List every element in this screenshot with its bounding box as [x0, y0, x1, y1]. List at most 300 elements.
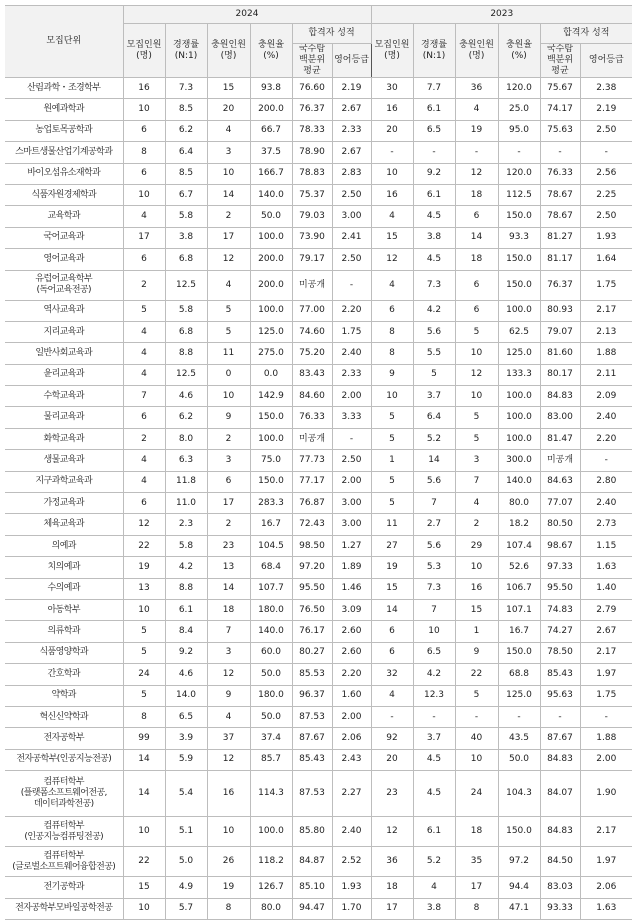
year-2023-header: 2023 — [371, 6, 632, 24]
english-cell-2023: 2.25 — [580, 184, 632, 205]
suneung-cell-2024: 78.90 — [292, 142, 332, 163]
ratio-cell-2023: 5.6 — [413, 535, 455, 556]
ratio-cell-2024: 8.8 — [165, 578, 207, 599]
table-row — [5, 514, 632, 535]
table-row — [5, 386, 632, 407]
recruit-cell-2023: 92 — [371, 728, 413, 749]
recruit-cell-2023: 8 — [371, 343, 413, 364]
unit-name-line: (인공지능컴퓨팅전공) — [24, 831, 104, 842]
fill-rate-cell-2023: 47.1 — [498, 898, 540, 919]
unit-cell — [5, 386, 123, 407]
filled-cell-2024: 10 — [207, 386, 250, 407]
filled-cell-2024: 10 — [207, 163, 250, 184]
suneung-cell-2023: 95.50 — [540, 578, 580, 599]
suneung-cell-2023: 85.43 — [540, 664, 580, 685]
unit-cell — [5, 450, 123, 471]
unit-cell — [5, 898, 123, 919]
suneung-cell-2024: 96.37 — [292, 685, 332, 706]
english-cell-2024: 2.40 — [332, 343, 371, 364]
unit-name-line: 컴퓨터학부 — [43, 777, 84, 788]
fill-rate-cell-2024: 100.0 — [250, 817, 292, 847]
recruit-cell-2024: 5 — [123, 642, 165, 663]
fill-rate-cell-2023: 100.0 — [498, 300, 540, 321]
table-row — [5, 184, 632, 205]
fill-rate-cell-2023: 140.0 — [498, 471, 540, 492]
unit-name-line: 식품영양학과 — [39, 647, 89, 658]
unit-name-line: 농업토목공학과 — [35, 125, 93, 136]
fill-rate-cell-2024: 180.0 — [250, 685, 292, 706]
english-cell-2023: 2.00 — [580, 749, 632, 770]
filled-cell-2024: 7 — [207, 621, 250, 642]
unit-name-line: 영어교육과 — [43, 253, 84, 264]
ratio-cell-2023: 3.7 — [413, 728, 455, 749]
fill-rate-cell-2024: 60.0 — [250, 642, 292, 663]
unit-name-line: 지리교육과 — [43, 326, 84, 337]
english-cell-2024: 1.70 — [332, 898, 371, 919]
fill-rate-cell-2023: 133.3 — [498, 364, 540, 385]
filled-cell-2024: 0 — [207, 364, 250, 385]
recruit-cell-2023: 5 — [371, 407, 413, 428]
filled-cell-2024: 23 — [207, 535, 250, 556]
table-row — [5, 78, 632, 99]
ratio-cell-2024: 8.4 — [165, 621, 207, 642]
ratio-cell-2023: 6.1 — [413, 817, 455, 847]
recruit-cell-2023: 5 — [371, 471, 413, 492]
fill-rate-cell-2024: 283.3 — [250, 493, 292, 514]
table-row — [5, 343, 632, 364]
unit-name-line: 국어교육과 — [43, 232, 84, 243]
fill-rate-cell-2023: 106.7 — [498, 578, 540, 599]
suneung-cell-2023: 75.67 — [540, 78, 580, 99]
unit-name-line: 컴퓨터학부 — [43, 850, 84, 861]
year-2024-header: 2024 — [123, 6, 371, 24]
unit-cell — [5, 685, 123, 706]
filled-cell-2024: 37 — [207, 728, 250, 749]
suneung-cell-2023: 74.83 — [540, 599, 580, 620]
unit-name-line: 일반사회교육과 — [35, 347, 93, 358]
suneung-cell-2024: 95.50 — [292, 578, 332, 599]
suneung-cell-2023: 83.00 — [540, 407, 580, 428]
filled-cell-2023: 10 — [455, 749, 498, 770]
english-cell-2024: 2.67 — [332, 99, 371, 120]
unit-cell — [5, 557, 123, 578]
fill-rate-cell-2024: 66.7 — [250, 120, 292, 141]
unit-cell — [5, 120, 123, 141]
recruit-cell-2023: 6 — [371, 621, 413, 642]
ratio-cell-2023: 7.7 — [413, 78, 455, 99]
unit-name-line: 스마트생물산업기계공학과 — [15, 146, 113, 157]
ratio-cell-2023: 5.3 — [413, 557, 455, 578]
table-row — [5, 227, 632, 248]
filled-cell-2024: 14 — [207, 578, 250, 599]
table-row — [5, 493, 632, 514]
unit-cell — [5, 642, 123, 663]
filled-cell-2023: 6 — [455, 206, 498, 227]
english-cell-2024: 1.93 — [332, 877, 371, 898]
fill-rate-cell-2024: 68.4 — [250, 557, 292, 578]
ratio-cell-2023: 12.3 — [413, 685, 455, 706]
recruit-cell-2023: 5 — [371, 493, 413, 514]
fill-rate-cell-2024: 85.7 — [250, 749, 292, 770]
recruit-cell-2023: 16 — [371, 99, 413, 120]
fill-rate-cell-2023: 18.2 — [498, 514, 540, 535]
recruit-cell-2023: 12 — [371, 817, 413, 847]
filled-cell-2023: 17 — [455, 877, 498, 898]
suneung-cell-2023: 95.63 — [540, 685, 580, 706]
filled-cell-2024: 5 — [207, 300, 250, 321]
ratio-cell-2024: 8.8 — [165, 343, 207, 364]
suneung-cell-2023: 84.50 — [540, 847, 580, 877]
suneung-cell-2023: 84.83 — [540, 817, 580, 847]
unit-cell — [5, 471, 123, 492]
fill-rate-cell-2023: 150.0 — [498, 270, 540, 300]
ratio-cell-2023: 7 — [413, 493, 455, 514]
fill-rate-cell-2024: 166.7 — [250, 163, 292, 184]
suneung-cell-2024: 85.10 — [292, 877, 332, 898]
suneung-cell-2023: 84.83 — [540, 386, 580, 407]
filled-cell-2024: 2 — [207, 206, 250, 227]
unit-cell — [5, 771, 123, 817]
ratio-cell-2023: 5.6 — [413, 471, 455, 492]
recruit-cell-2024: 10 — [123, 599, 165, 620]
unit-name-line: 바이오섬유소재학과 — [27, 168, 101, 179]
fill-rate-cell-2024: 100.0 — [250, 300, 292, 321]
recruit-cell-2024: 13 — [123, 578, 165, 599]
filled-cell-2023: 19 — [455, 120, 498, 141]
suneung-cell-2023: 78.67 — [540, 206, 580, 227]
filled-cell-2024: 12 — [207, 749, 250, 770]
recruit-cell-2023: 27 — [371, 535, 413, 556]
table-row — [5, 728, 632, 749]
table-row — [5, 877, 632, 898]
english-cell-2024: 2.06 — [332, 728, 371, 749]
unit-cell — [5, 343, 123, 364]
filled-cell-2023: 9 — [455, 642, 498, 663]
ratio-cell-2024: 11.8 — [165, 471, 207, 492]
english-cell-2023: 1.88 — [580, 728, 632, 749]
table-row — [5, 621, 632, 642]
ratio-cell-2023: 2.7 — [413, 514, 455, 535]
english-cell-2023: 1.97 — [580, 664, 632, 685]
ratio-cell-2024: 4.6 — [165, 386, 207, 407]
filled-cell-2024: 14 — [207, 184, 250, 205]
table-row — [5, 664, 632, 685]
fill-rate-cell-2023: 52.6 — [498, 557, 540, 578]
unit-cell — [5, 249, 123, 270]
english-cell-2024: 2.52 — [332, 847, 371, 877]
fill-rate-cell-2024: 100.0 — [250, 227, 292, 248]
filled-cell-2023: 35 — [455, 847, 498, 877]
unit-name-line: 식품자원경제학과 — [31, 189, 97, 200]
recruit-cell-2024: 4 — [123, 364, 165, 385]
ratio-cell-2024: 5.8 — [165, 535, 207, 556]
filled-cell-2023: - — [455, 142, 498, 163]
ratio-cell-2023: 4.5 — [413, 771, 455, 817]
table-row — [5, 771, 632, 817]
filled-cell-2023: 4 — [455, 493, 498, 514]
filled-cell-2023: 10 — [455, 343, 498, 364]
filled-cell-2024: 9 — [207, 407, 250, 428]
english-cell-2023: 2.06 — [580, 877, 632, 898]
suneung-cell-2024: 75.20 — [292, 343, 332, 364]
fill-rate-cell-2024: 200.0 — [250, 270, 292, 300]
suneung-cell-2024: 76.37 — [292, 99, 332, 120]
english-cell-2024: 2.19 — [332, 78, 371, 99]
recruit-cell-2023: 20 — [371, 749, 413, 770]
english-cell-2023: 2.56 — [580, 163, 632, 184]
ratio-cell-2024: 12.5 — [165, 364, 207, 385]
unit-cell — [5, 817, 123, 847]
fill-rate-cell-2023: 300.0 — [498, 450, 540, 471]
ratio-header-2023: 경쟁률 (N:1) — [413, 24, 455, 78]
ratio-cell-2024: 8.5 — [165, 99, 207, 120]
filled-header-2024: 충원인원 (명) — [207, 24, 250, 78]
recruit-cell-2023: 6 — [371, 642, 413, 663]
suneung-cell-2024: 84.60 — [292, 386, 332, 407]
filled-cell-2023: - — [455, 706, 498, 727]
filled-cell-2024: 5 — [207, 321, 250, 342]
ratio-cell-2023: 4.5 — [413, 749, 455, 770]
fill-rate-cell-2024: 125.0 — [250, 321, 292, 342]
suneung-cell-2024: 76.17 — [292, 621, 332, 642]
fill-rate-cell-2024: 37.4 — [250, 728, 292, 749]
recruit-cell-2024: 12 — [123, 514, 165, 535]
ratio-cell-2023: 9.2 — [413, 163, 455, 184]
filled-cell-2023: 12 — [455, 163, 498, 184]
suneung-cell-2024: 85.80 — [292, 817, 332, 847]
fill-rate-cell-2024: 180.0 — [250, 599, 292, 620]
unit-name-line: 전자공학부(인공지능전공) — [16, 754, 112, 765]
english-cell-2024: 2.50 — [332, 450, 371, 471]
filled-cell-2024: 18 — [207, 599, 250, 620]
suneung-cell-2024: 83.43 — [292, 364, 332, 385]
unit-name-line: 데이터과학전공) — [33, 799, 94, 810]
english-cell-2023: 1.75 — [580, 685, 632, 706]
suneung-cell-2023: 83.03 — [540, 877, 580, 898]
ratio-cell-2023: - — [413, 142, 455, 163]
table-row — [5, 535, 632, 556]
recruit-cell-2024: 6 — [123, 120, 165, 141]
fill-rate-cell-2023: 16.7 — [498, 621, 540, 642]
recruit-cell-2024: 14 — [123, 749, 165, 770]
recruit-cell-2023: 30 — [371, 78, 413, 99]
english-cell-2024: 1.89 — [332, 557, 371, 578]
english-cell-2023: 1.63 — [580, 898, 632, 919]
fill-rate-cell-2024: 0.0 — [250, 364, 292, 385]
unit-cell — [5, 706, 123, 727]
fill-rate-cell-2024: 37.5 — [250, 142, 292, 163]
recruit-cell-2023: 15 — [371, 578, 413, 599]
english-cell-2024: 2.60 — [332, 642, 371, 663]
unit-name-line: 의예과 — [51, 540, 76, 551]
recruit-cell-2024: 5 — [123, 685, 165, 706]
english-header-2024: 영어등급 — [332, 44, 371, 78]
english-cell-2023: 2.40 — [580, 407, 632, 428]
recruit-cell-2023: 11 — [371, 514, 413, 535]
suneung-cell-2023: 80.93 — [540, 300, 580, 321]
table-row — [5, 270, 632, 300]
filled-cell-2023: 16 — [455, 578, 498, 599]
unit-header: 모집단위 — [5, 6, 123, 78]
unit-cell — [5, 599, 123, 620]
fill-rate-header-2024: 충원율 (%) — [250, 24, 292, 78]
unit-cell — [5, 728, 123, 749]
ratio-cell-2024: 14.0 — [165, 685, 207, 706]
ratio-cell-2024: 5.1 — [165, 817, 207, 847]
english-header-2023: 영어등급 — [580, 44, 632, 78]
english-cell-2023: 1.75 — [580, 270, 632, 300]
english-cell-2023: 2.50 — [580, 120, 632, 141]
filled-cell-2023: 18 — [455, 184, 498, 205]
suneung-cell-2024: 79.03 — [292, 206, 332, 227]
english-cell-2024: 2.00 — [332, 471, 371, 492]
filled-cell-2024: 26 — [207, 847, 250, 877]
filled-cell-2023: 12 — [455, 364, 498, 385]
filled-cell-2023: 3 — [455, 450, 498, 471]
filled-cell-2024: 16 — [207, 771, 250, 817]
english-cell-2024: 2.20 — [332, 664, 371, 685]
table-row — [5, 599, 632, 620]
admission-results-table — [5, 5, 632, 920]
unit-name-line: 원예과학과 — [43, 104, 84, 115]
ratio-cell-2024: 8.5 — [165, 163, 207, 184]
unit-name-line: 전기공학과 — [43, 881, 84, 892]
recruit-cell-2023: 12 — [371, 249, 413, 270]
ratio-cell-2023: 10 — [413, 621, 455, 642]
filled-cell-2024: 13 — [207, 557, 250, 578]
english-cell-2023: 2.09 — [580, 386, 632, 407]
ratio-cell-2024: 4.2 — [165, 557, 207, 578]
recruit-cell-2023: - — [371, 706, 413, 727]
fill-rate-cell-2023: 150.0 — [498, 642, 540, 663]
fill-rate-cell-2024: 275.0 — [250, 343, 292, 364]
ratio-cell-2024: 11.0 — [165, 493, 207, 514]
english-cell-2024: 2.41 — [332, 227, 371, 248]
english-cell-2023: 2.20 — [580, 428, 632, 449]
english-cell-2023: 1.88 — [580, 343, 632, 364]
recruit-cell-2024: 14 — [123, 771, 165, 817]
suneung-cell-2023: 미공개 — [540, 450, 580, 471]
suneung-cell-2024: 73.90 — [292, 227, 332, 248]
recruit-cell-2024: 6 — [123, 493, 165, 514]
recruit-cell-2024: 7 — [123, 386, 165, 407]
unit-name-line: 간호학과 — [47, 668, 80, 679]
fill-rate-cell-2023: 120.0 — [498, 163, 540, 184]
suneung-cell-2024: 87.67 — [292, 728, 332, 749]
table-row — [5, 99, 632, 120]
recruit-cell-2024: 19 — [123, 557, 165, 578]
recruit-cell-2023: 17 — [371, 898, 413, 919]
unit-name-line: 역사교육과 — [43, 305, 84, 316]
fill-rate-cell-2024: 16.7 — [250, 514, 292, 535]
ratio-cell-2024: 6.8 — [165, 321, 207, 342]
fill-rate-cell-2024: 104.5 — [250, 535, 292, 556]
recruit-cell-2024: 10 — [123, 898, 165, 919]
unit-cell — [5, 227, 123, 248]
unit-name-line: 산림과학・조경학부 — [27, 82, 101, 93]
ratio-cell-2024: 8.0 — [165, 428, 207, 449]
filled-cell-2023: 2 — [455, 514, 498, 535]
ratio-cell-2024: 5.9 — [165, 749, 207, 770]
recruit-cell-2023: 8 — [371, 321, 413, 342]
fill-rate-cell-2023: 150.0 — [498, 206, 540, 227]
unit-name-line: (독어교육전공) — [36, 285, 91, 296]
suneung-cell-2023: 79.07 — [540, 321, 580, 342]
ratio-cell-2023: 6.4 — [413, 407, 455, 428]
suneung-cell-2023: 80.50 — [540, 514, 580, 535]
ratio-cell-2024: 4.6 — [165, 664, 207, 685]
ratio-cell-2023: - — [413, 706, 455, 727]
unit-cell — [5, 300, 123, 321]
recruit-cell-2024: 22 — [123, 535, 165, 556]
english-cell-2023: 2.80 — [580, 471, 632, 492]
english-cell-2023: 1.64 — [580, 249, 632, 270]
ratio-header-2024: 경쟁률 (N:1) — [165, 24, 207, 78]
fill-rate-cell-2023: 100.0 — [498, 428, 540, 449]
fill-rate-cell-2023: 104.3 — [498, 771, 540, 817]
suneung-cell-2023: 76.33 — [540, 163, 580, 184]
suneung-cell-2023: 76.37 — [540, 270, 580, 300]
english-cell-2024: 2.43 — [332, 749, 371, 770]
suneung-cell-2024: 97.20 — [292, 557, 332, 578]
filled-cell-2024: 8 — [207, 898, 250, 919]
filled-cell-2024: 6 — [207, 471, 250, 492]
filled-cell-2024: 3 — [207, 142, 250, 163]
table-row — [5, 817, 632, 847]
recruit-cell-2023: 14 — [371, 599, 413, 620]
filled-cell-2023: 18 — [455, 817, 498, 847]
admission-table-container — [5, 5, 632, 920]
suneung-cell-2024: 76.60 — [292, 78, 332, 99]
unit-cell — [5, 321, 123, 342]
suneung-cell-2023: 81.47 — [540, 428, 580, 449]
suneung-cell-2024: 77.17 — [292, 471, 332, 492]
unit-cell — [5, 535, 123, 556]
english-cell-2023: 2.19 — [580, 99, 632, 120]
english-cell-2024: 2.27 — [332, 771, 371, 817]
suneung-cell-2024: 미공개 — [292, 428, 332, 449]
recruit-cell-2023: 36 — [371, 847, 413, 877]
filled-cell-2023: 18 — [455, 249, 498, 270]
english-cell-2023: 2.73 — [580, 514, 632, 535]
filled-cell-2023: 22 — [455, 664, 498, 685]
suneung-cell-2024: 87.53 — [292, 771, 332, 817]
ratio-cell-2023: 4.5 — [413, 249, 455, 270]
grade-header-2023: 합격자 성적 — [540, 24, 632, 44]
filled-cell-2023: 10 — [455, 557, 498, 578]
english-cell-2024: 2.00 — [332, 386, 371, 407]
suneung-cell-2023: 80.17 — [540, 364, 580, 385]
unit-name-line: 수학교육과 — [43, 390, 84, 401]
fill-rate-cell-2023: 125.0 — [498, 343, 540, 364]
suneung-cell-2024: 76.33 — [292, 407, 332, 428]
fill-rate-cell-2023: 112.5 — [498, 184, 540, 205]
unit-name-line: 전자공학부모바일공학전공 — [15, 903, 113, 914]
suneung-cell-2024: 78.83 — [292, 163, 332, 184]
suneung-cell-2024: 72.43 — [292, 514, 332, 535]
recruit-cell-2023: 4 — [371, 270, 413, 300]
suneung-cell-2024: 미공개 — [292, 270, 332, 300]
recruit-cell-2023: 9 — [371, 364, 413, 385]
table-row — [5, 142, 632, 163]
recruit-cell-2024: 10 — [123, 184, 165, 205]
filled-cell-2024: 17 — [207, 227, 250, 248]
fill-rate-cell-2023: 125.0 — [498, 685, 540, 706]
unit-cell — [5, 749, 123, 770]
english-cell-2024: 2.33 — [332, 364, 371, 385]
recruit-cell-2024: 22 — [123, 847, 165, 877]
suneung-cell-2023: 97.33 — [540, 557, 580, 578]
